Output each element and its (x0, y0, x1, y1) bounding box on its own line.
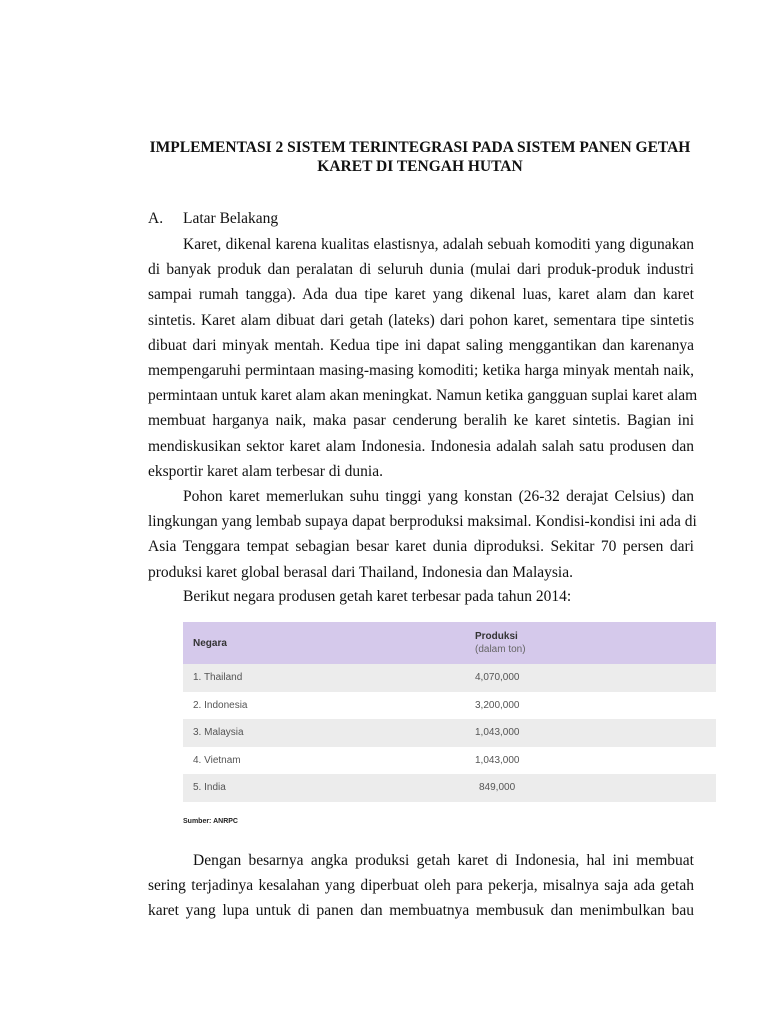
cell-production: 4,070,000 (465, 664, 716, 692)
cell-country: 5. India (183, 774, 465, 802)
cell-country: 2. Indonesia (183, 692, 465, 720)
paragraph-1 (148, 232, 698, 484)
table-row (183, 719, 716, 747)
text-line: Asia Tenggara tempat sebagian besar karet dunia diproduksi. Sekitar 70 persen dari (148, 538, 694, 556)
section-number: A. (148, 210, 164, 227)
text-line: sintetis. Karet alam dibuat dari getah (lateks) dari pohon karet, sementara tipe sintetis (148, 311, 694, 329)
table-intro: Berikut negara produsen getah karet terbesar pada tahun 2014: (183, 588, 572, 605)
text-line: produksi karet global berasal dari Thailand, Indonesia dan Malaysia. (148, 563, 573, 581)
cell-production: 1,043,000 (465, 719, 716, 747)
table-row (183, 774, 716, 802)
table-row (183, 747, 716, 775)
document-title (140, 138, 700, 176)
text-line: Pohon karet memerlukan suhu tinggi yang konstan (26-32 derajat Celsius) dan (183, 488, 694, 505)
header-production-label: Produksi (475, 631, 518, 642)
text-line: di banyak produk dan peralatan di seluruh dunia (mulai dari produk-produk industri (148, 261, 694, 279)
production-table (183, 622, 716, 802)
cell-country: 4. Vietnam (183, 747, 465, 775)
cell-country: 1. Thailand (183, 664, 465, 692)
cell-production: 849,000 (465, 774, 716, 802)
text-line: sering terjadinya kesalahan yang diperbuat oleh para pekerja, misalnya saja ada getah (148, 877, 694, 895)
section-title: Latar Belakang (183, 210, 279, 227)
title-line-2: KARET DI TENGAH HUTAN (317, 158, 523, 175)
title-line-1: IMPLEMENTASI 2 SISTEM TERINTEGRASI PADA SISTEM PANEN GETAH (149, 139, 691, 156)
header-production (465, 622, 716, 664)
text-line: membuat harganya naik, maka pasar cenderung beralih ke karet sintetis. Bagian ini (148, 412, 694, 430)
text-line: lingkungan yang lembab supaya dapat berproduksi maksimal. Kondisi-kondisi ini ada di (148, 513, 697, 531)
text-line: Dengan besarnya angka produksi getah karet di Indonesia, hal ini membuat (193, 852, 694, 869)
text-line: dibuat dari minyak mentah. Kedua tipe ini dapat saling menggantikan dan karenanya (148, 336, 694, 354)
table-header-row (183, 622, 716, 664)
table-source: Sumber: ANRPC (183, 818, 238, 825)
table-row (183, 692, 716, 720)
cell-country: 3. Malaysia (183, 719, 465, 747)
text-line: permintaan untuk karet alam akan meningkat. Namun ketika gangguan suplai karet alam (148, 387, 698, 405)
text-line: mempengaruhi permintaan masing-masing komoditi; ketika harga minyak mentah naik, (148, 362, 694, 380)
section-heading (148, 210, 278, 228)
paragraph-2 (148, 484, 697, 585)
text-line: mendiskusikan sektor karet alam Indonesia. Indonesia adalah salah satu produsen dan (148, 437, 694, 455)
header-production-unit: (dalam ton) (475, 644, 526, 655)
text-line: karet yang lupa untuk di panen dan membuatnya membusuk dan menimbulkan bau (148, 902, 694, 920)
text-line: sampai rumah tangga). Ada dua tipe karet yang dikenal luas, karet alam dan karet (148, 286, 694, 304)
cell-production: 3,200,000 (465, 692, 716, 720)
cell-production: 1,043,000 (465, 747, 716, 775)
paragraph-3 (148, 848, 694, 924)
header-country: Negara (183, 622, 465, 664)
text-line: Karet, dikenal karena kualitas elastisnya, adalah sebuah komoditi yang digunakan (183, 236, 694, 253)
text-line: eksportir karet alam terbesar di dunia. (148, 462, 383, 480)
table-row (183, 664, 716, 692)
